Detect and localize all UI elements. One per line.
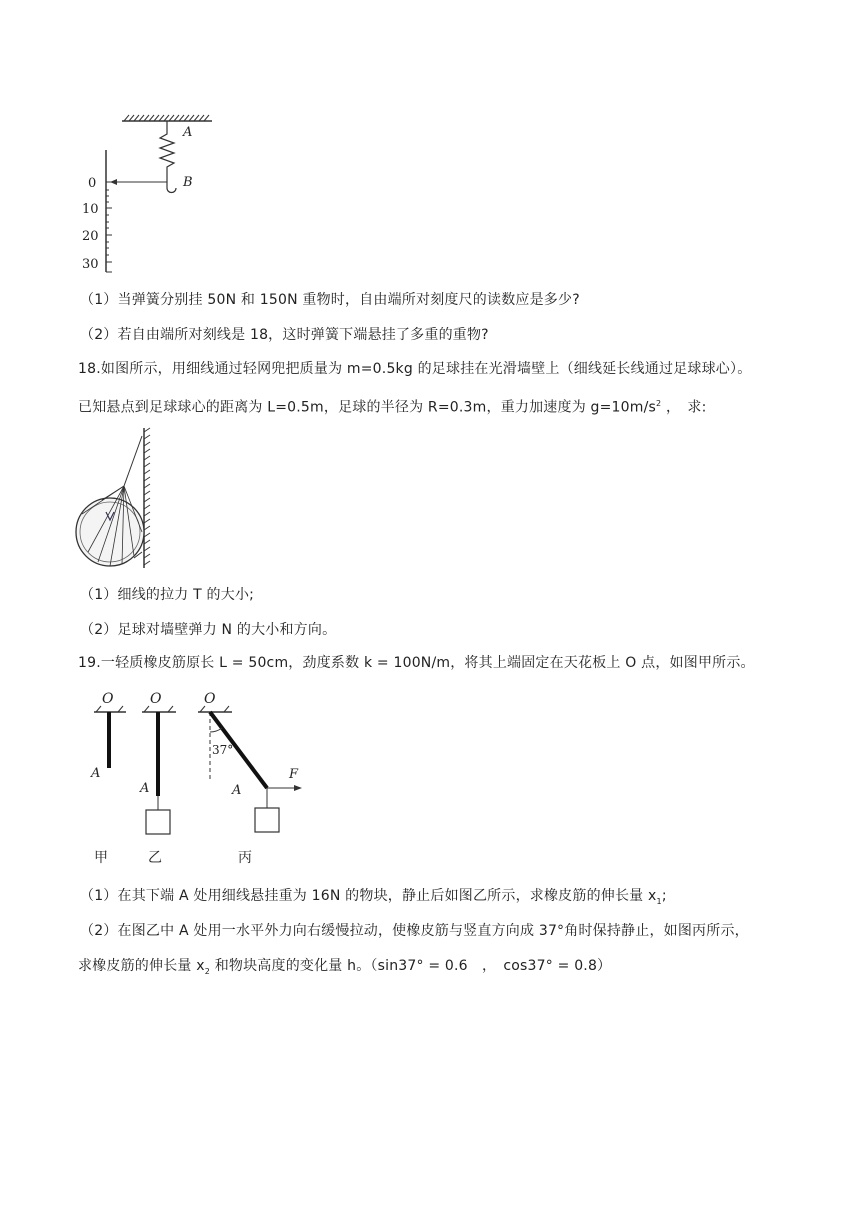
jia-label-o: O (102, 691, 114, 707)
q18-part1: （1）细线的拉力 T 的大小; (80, 587, 255, 603)
jia-label-a: A (91, 766, 101, 781)
q18-part2: （2）足球对墙壁弹力 N 的大小和方向。 (80, 622, 337, 638)
tick-10: 10 (82, 202, 99, 217)
rubber-band-figure (82, 688, 322, 868)
q18-stem-line2-tail: ， 求: (665, 399, 707, 416)
q17-part1: （1）当弹簧分别挂 50N 和 150N 重物时，自由端所对刻度尺的读数应是多少? (80, 292, 580, 308)
label-a: A (183, 125, 193, 140)
q18-stem-line2-text: 已知悬点到足球球心的距离为 L=0.5m，足球的半径为 R=0.3m，重力加速度为 g=10m/s (78, 399, 657, 416)
caption-jia: 甲 (94, 850, 108, 866)
q19-stem: 19.一轻质橡皮筋原长 L = 50cm，劲度系数 k = 100N/m，将其上端固定在天花板上 O 点，如图甲所示。 (78, 655, 755, 671)
tick-30: 30 (82, 257, 99, 272)
bing-label-a: A (232, 783, 242, 798)
yi-label-a: A (140, 781, 150, 796)
q19-part2-tail: 和物块高度的变化量 h。（sin37° = 0.6 ， cos37° = 0.8） (210, 958, 612, 974)
q18-stem-line1: 18.如图所示，用细线通过轻网兜把质量为 m=0.5kg 的足球挂在光滑墙壁上（细线延长线通过足球球心）。 (78, 361, 752, 377)
q18-stem-line2 (78, 394, 707, 418)
q19-part2-sub: 2 (204, 966, 211, 976)
yi-label-o: O (150, 691, 162, 707)
bing-label-o: O (204, 691, 216, 707)
label-b: B (183, 175, 193, 190)
q17-part2: （2）若自由端所对刻线是 18，这时弹簧下端悬挂了多重的重物? (80, 327, 489, 343)
tick-0: 0 (88, 176, 97, 191)
q19-part2-line2 (78, 956, 611, 982)
caption-yi: 乙 (148, 850, 162, 866)
q19-part2-line1: （2）在图乙中 A 处用一水平外力向右缓慢拉动，使橡皮筋与竖直方向成 37°角时保持静止，如图丙所示， (80, 923, 749, 939)
force-label-f: F (289, 767, 299, 782)
q19-part1 (80, 886, 667, 912)
tick-20: 20 (82, 229, 99, 244)
q19-part1-text: （1）在其下端 A 处用细线悬挂重为 16N 的物块，静止后如图乙所示，求橡皮筋的伸长量 x (80, 888, 657, 904)
q18-superscript: 2 (656, 399, 662, 408)
football-wall-figure (74, 428, 164, 570)
angle-label: 37° (212, 743, 234, 757)
caption-bing: 丙 (238, 850, 252, 866)
q19-part1-tail: ; (661, 888, 667, 904)
spring-ruler-figure (80, 110, 230, 280)
q19-part2-text: 求橡皮筋的伸长量 x (78, 958, 205, 974)
q19-part1-sub: 1 (656, 896, 662, 906)
